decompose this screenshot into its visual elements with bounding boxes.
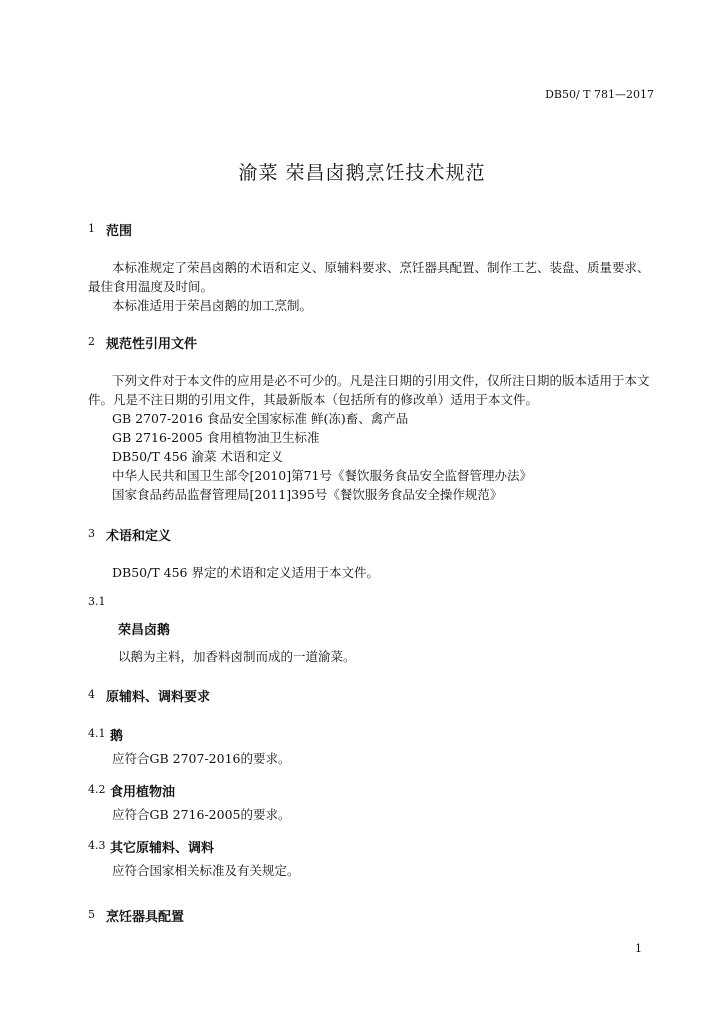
section-heading-materials: 原辅料、调料要求: [106, 690, 211, 705]
subsection-heading-oil: 食用植物油: [110, 785, 176, 800]
term-name: 荣昌卤鹅: [118, 623, 171, 638]
reference-item: 中华人民共和国卫生部令[2010]第71号《餐饮服务食品安全监督管理办法》: [112, 468, 532, 483]
paragraph: 件。凡是不注日期的引用文件，其最新版本（包括所有的修改单）适用于本文件。: [88, 392, 539, 407]
term-definition: 以鹅为主料，加香料卤制而成的一道渝菜。: [118, 649, 356, 664]
paragraph: 应符合GB 2707-2016的要求。: [112, 751, 291, 766]
section-heading-equipment: 烹饪器具配置: [106, 910, 185, 925]
section-number: 3: [88, 527, 95, 540]
section-heading-terms: 术语和定义: [106, 529, 172, 544]
paragraph: 最佳食用温度及时间。: [88, 279, 214, 294]
reference-item: DB50/T 456 渝菜 术语和定义: [112, 449, 283, 464]
standard-number: DB50/ T 781—2017: [545, 88, 654, 101]
paragraph: 下列文件对于本文件的应用是必不可少的。凡是注日期的引用文件，仅所注日期的版本适用于本文: [112, 373, 650, 388]
reference-item: GB 2716-2005 食用植物油卫生标准: [112, 430, 320, 445]
page-number: 1: [635, 942, 642, 955]
subsection-number: 4.3: [88, 839, 106, 852]
subsection-number: 3.1: [88, 595, 106, 608]
reference-item: GB 2707-2016 食品安全国家标准 鲜(冻)畜、禽产品: [112, 411, 409, 426]
paragraph: 应符合GB 2716-2005的要求。: [112, 807, 291, 822]
paragraph: 应符合国家相关标准及有关规定。: [112, 863, 300, 878]
reference-item: 国家食品药品监督管理局[2011]395号《餐饮服务食品安全操作规范》: [112, 487, 503, 502]
paragraph: 本标准规定了荣昌卤鹅的术语和定义、原辅料要求、烹饪器具配置、制作工艺、装盘、质量要求、: [112, 260, 650, 275]
section-heading-normative-references: 规范性引用文件: [106, 337, 198, 352]
section-number: 1: [88, 222, 95, 235]
section-number: 5: [88, 908, 95, 921]
subsection-heading-goose: 鹅: [110, 729, 124, 744]
section-number: 2: [88, 335, 95, 348]
subsection-number: 4.1: [88, 727, 106, 740]
paragraph: DB50/T 456 界定的术语和定义适用于本文件。: [112, 565, 379, 580]
paragraph: 本标准适用于荣昌卤鹅的加工烹制。: [112, 298, 313, 313]
subsection-number: 4.2: [88, 783, 106, 796]
section-number: 4: [88, 688, 95, 701]
subsection-heading-other: 其它原辅料、调料: [110, 841, 215, 856]
document-title: 渝菜 荣昌卤鹅烹饪技术规范: [238, 162, 486, 184]
section-heading-scope: 范围: [106, 224, 133, 239]
